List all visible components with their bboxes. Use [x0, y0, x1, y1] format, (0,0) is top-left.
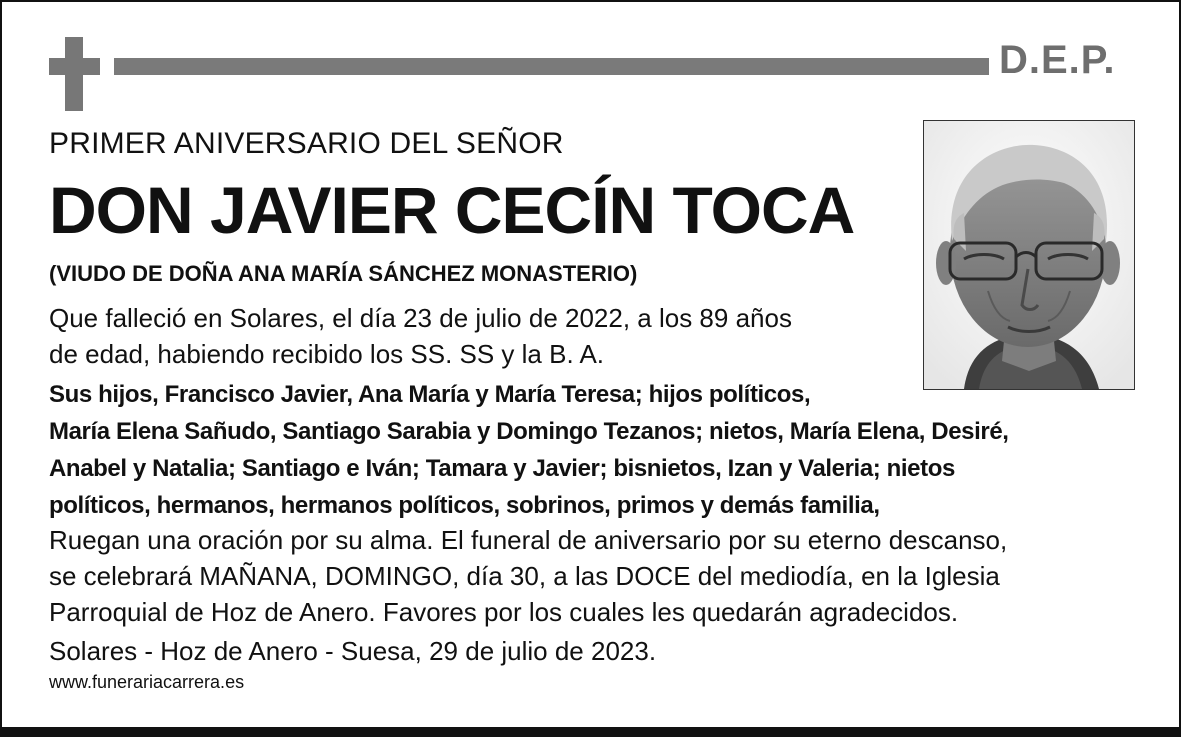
- website-link[interactable]: www.funerariacarrera.es: [49, 672, 245, 692]
- deceased-name: DON JAVIER CECÍN TOCA: [49, 173, 855, 247]
- funeral-line: Parroquial de Hoz de Anero. Favores por los cuales les quedarán agradecidos.: [49, 597, 959, 627]
- family-line: Sus hijos, Francisco Javier, Ana María y María Teresa; hijos políticos,: [49, 381, 811, 408]
- death-details: [49, 300, 792, 372]
- funeral-line: Ruegan una oración por su alma. El funeral de aniversario por su eterno descanso,: [49, 525, 1008, 555]
- portrait-photo: [923, 120, 1135, 390]
- family-line: políticos, hermanos, hermanos políticos, sobrinos, primos y demás familia,: [49, 492, 880, 519]
- family-line: Anabel y Natalia; Santiago e Iván; Tamara y Javier; bisnietos, Izan y Valeria; nietos: [49, 455, 955, 482]
- death-details-line: Que falleció en Solares, el día 23 de julio de 2022, a los 89 años: [49, 303, 792, 333]
- place-and-date: Solares - Hoz de Anero - Suesa, 29 de julio de 2023.: [49, 636, 657, 666]
- header-rule: [114, 58, 989, 75]
- death-details-line: de edad, habiendo recibido los SS. SS y la B. A.: [49, 339, 605, 369]
- notice-subtitle: PRIMER ANIVERSARIO DEL SEÑOR: [49, 127, 564, 160]
- funeral-announcement: [49, 522, 1007, 630]
- dep-label: D.E.P.: [999, 38, 1116, 82]
- funeral-line: se celebrará MAÑANA, DOMINGO, día 30, a las DOCE del mediodía, en la Iglesia: [49, 561, 1000, 591]
- family-line: María Elena Sañudo, Santiago Sarabia y Domingo Tezanos; nietos, María Elena, Desiré,: [49, 418, 1009, 445]
- widow-line: (VIUDO DE DOÑA ANA MARÍA SÁNCHEZ MONASTERIO): [49, 261, 638, 286]
- family-list: [49, 376, 1009, 524]
